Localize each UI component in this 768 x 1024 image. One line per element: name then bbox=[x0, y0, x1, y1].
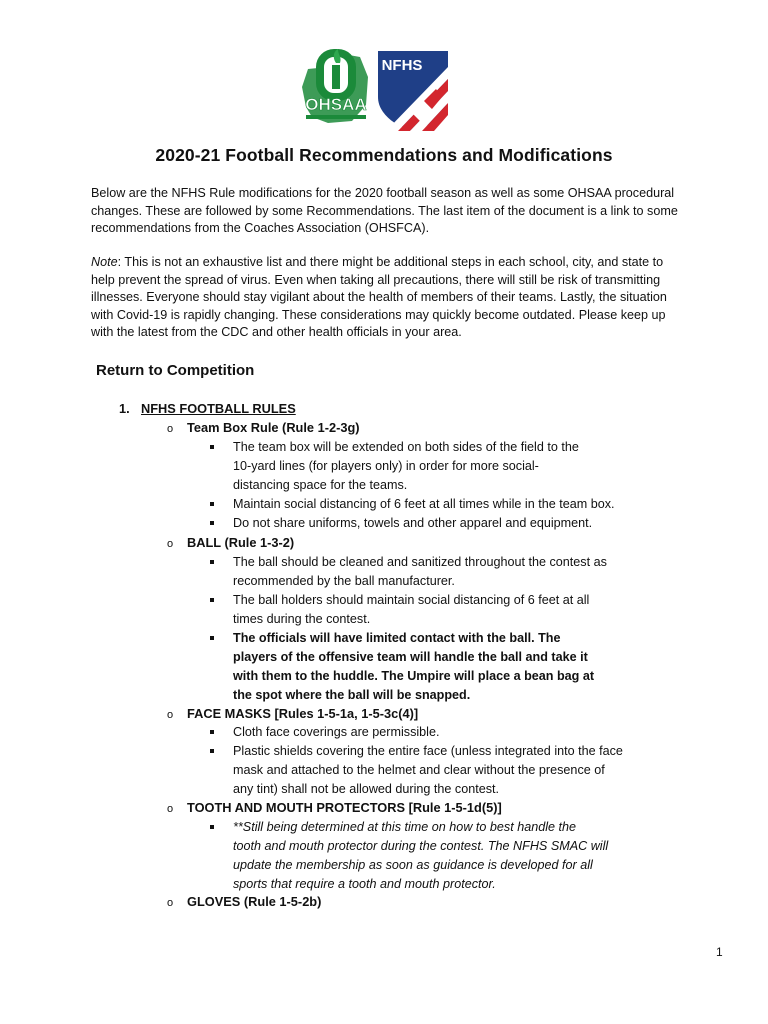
ohsaa-logo bbox=[298, 47, 374, 129]
note-line: with the latest from the CDC and other health officials in your area. bbox=[91, 325, 462, 340]
sub-title: Team Box Rule (Rule 1-2-3g) bbox=[187, 420, 360, 435]
bullet-text: mask and attached to the helmet and clear without the presence of bbox=[233, 763, 605, 777]
section-heading: Return to Competition bbox=[96, 362, 255, 379]
bullet-text: with them to the huddle. The Umpire will place a bean bag at bbox=[233, 669, 595, 683]
sub-marker: o bbox=[167, 423, 174, 435]
sub-title: TOOTH AND MOUTH PROTECTORS [Rule 1-5-1d(5)] bbox=[187, 800, 502, 815]
square-bullet-icon bbox=[210, 521, 214, 525]
page-number: 1 bbox=[716, 945, 723, 959]
sub-marker: o bbox=[167, 897, 174, 909]
rules-heading bbox=[119, 401, 296, 416]
square-bullet-icon bbox=[210, 560, 214, 564]
document-title: 2020-21 Football Recommendations and Modifications bbox=[155, 145, 613, 165]
sub-team-box bbox=[167, 420, 360, 435]
intro-line: changes. These are followed by some Recommendations. The last item of the document is a link to some bbox=[91, 203, 678, 218]
square-bullet-icon bbox=[210, 598, 214, 602]
nfhs-logo bbox=[376, 49, 450, 131]
sub-marker: o bbox=[167, 538, 174, 550]
bullet-text: any tint) shall not be allowed during the contest. bbox=[233, 782, 500, 796]
bullet-text: Plastic shields covering the entire face (unless integrated into the face bbox=[233, 744, 623, 758]
sub-title: BALL (Rule 1-3-2) bbox=[187, 535, 295, 550]
bullet-text: **Still being determined at this time on how to best handle the bbox=[233, 820, 577, 834]
bullet-text: The team box will be extended on both sides of the field to the bbox=[233, 440, 579, 454]
bullet-text: Cloth face coverings are permissible. bbox=[233, 725, 440, 739]
bullet-text: 10-yard lines (for players only) in order for more social- bbox=[233, 459, 539, 473]
bullet-text: recommended by the ball manufacturer. bbox=[233, 574, 455, 588]
note-first-line-text: : This is not an exhaustive list and there might be additional steps in each school, city, and state to bbox=[117, 255, 664, 269]
sub-marker: o bbox=[167, 709, 174, 721]
note-line: with Covid-19 is rapidly changing. These considerations may quickly become outdated. Please keep up bbox=[91, 307, 666, 322]
square-bullet-icon bbox=[210, 730, 214, 734]
sub-title: FACE MASKS [Rules 1-5-1a, 1-5-3c(4)] bbox=[187, 706, 419, 721]
bullet-text: Maintain social distancing of 6 feet at all times while in the team box. bbox=[233, 497, 615, 511]
square-bullet-icon bbox=[210, 502, 214, 506]
sub-title: GLOVES (Rule 1-5-2b) bbox=[187, 894, 322, 909]
sub-marker: o bbox=[167, 803, 174, 815]
bullet-text: tooth and mouth protector during the contest. The NFHS SMAC will bbox=[233, 839, 609, 853]
note-line: help prevent the spread of virus. Even when taking all precautions, there will still be risk of transmitting bbox=[91, 272, 661, 287]
bullet-text: sports that require a tooth and mouth protector. bbox=[233, 877, 496, 891]
note-first-line bbox=[91, 254, 691, 272]
note-paragraph bbox=[91, 254, 691, 342]
square-bullet-icon bbox=[210, 636, 214, 640]
bullet-text: Do not share uniforms, towels and other apparel and equipment. bbox=[233, 516, 593, 530]
sub-gloves bbox=[167, 894, 321, 909]
bullet-text: The officials will have limited contact with the ball. The bbox=[233, 631, 561, 645]
nfhs-logo-text: NFHS bbox=[381, 57, 423, 74]
ohsaa-logo-text: OHSAA bbox=[305, 95, 367, 114]
sub-face-masks bbox=[167, 706, 418, 721]
note-label: Note bbox=[91, 255, 118, 269]
square-bullet-icon bbox=[210, 749, 214, 753]
rules-heading-number: 1. bbox=[119, 401, 130, 416]
sub-ball bbox=[167, 535, 294, 550]
bullet-text: The ball should be cleaned and sanitized throughout the contest as bbox=[233, 555, 607, 569]
rules-heading-text: NFHS FOOTBALL RULES bbox=[141, 401, 296, 416]
square-bullet-icon bbox=[210, 825, 214, 829]
bullet-text: update the membership as soon as guidance is developed for all bbox=[233, 858, 593, 872]
square-bullet-icon bbox=[210, 445, 214, 449]
bullet-text: the spot where the ball will be snapped. bbox=[233, 688, 471, 702]
intro-line: recommendations from the Coaches Association (OHSFCA). bbox=[91, 221, 430, 236]
sub-tooth-mouth bbox=[167, 800, 502, 815]
bullet-text: times during the contest. bbox=[233, 612, 371, 626]
intro-paragraph bbox=[91, 185, 691, 238]
intro-line: Below are the NFHS Rule modifications for the 2020 football season as well as some OHSAA procedural bbox=[91, 186, 675, 200]
bullet-text: distancing space for the teams. bbox=[233, 478, 408, 492]
bullet-text: The ball holders should maintain social distancing of 6 feet at all bbox=[233, 593, 590, 607]
note-line: illnesses. Everyone should stay vigilant about the health of members of their teams. Lastly, the situation bbox=[91, 290, 667, 305]
bullet-text: players of the offensive team will handle the ball and take it bbox=[233, 650, 588, 664]
